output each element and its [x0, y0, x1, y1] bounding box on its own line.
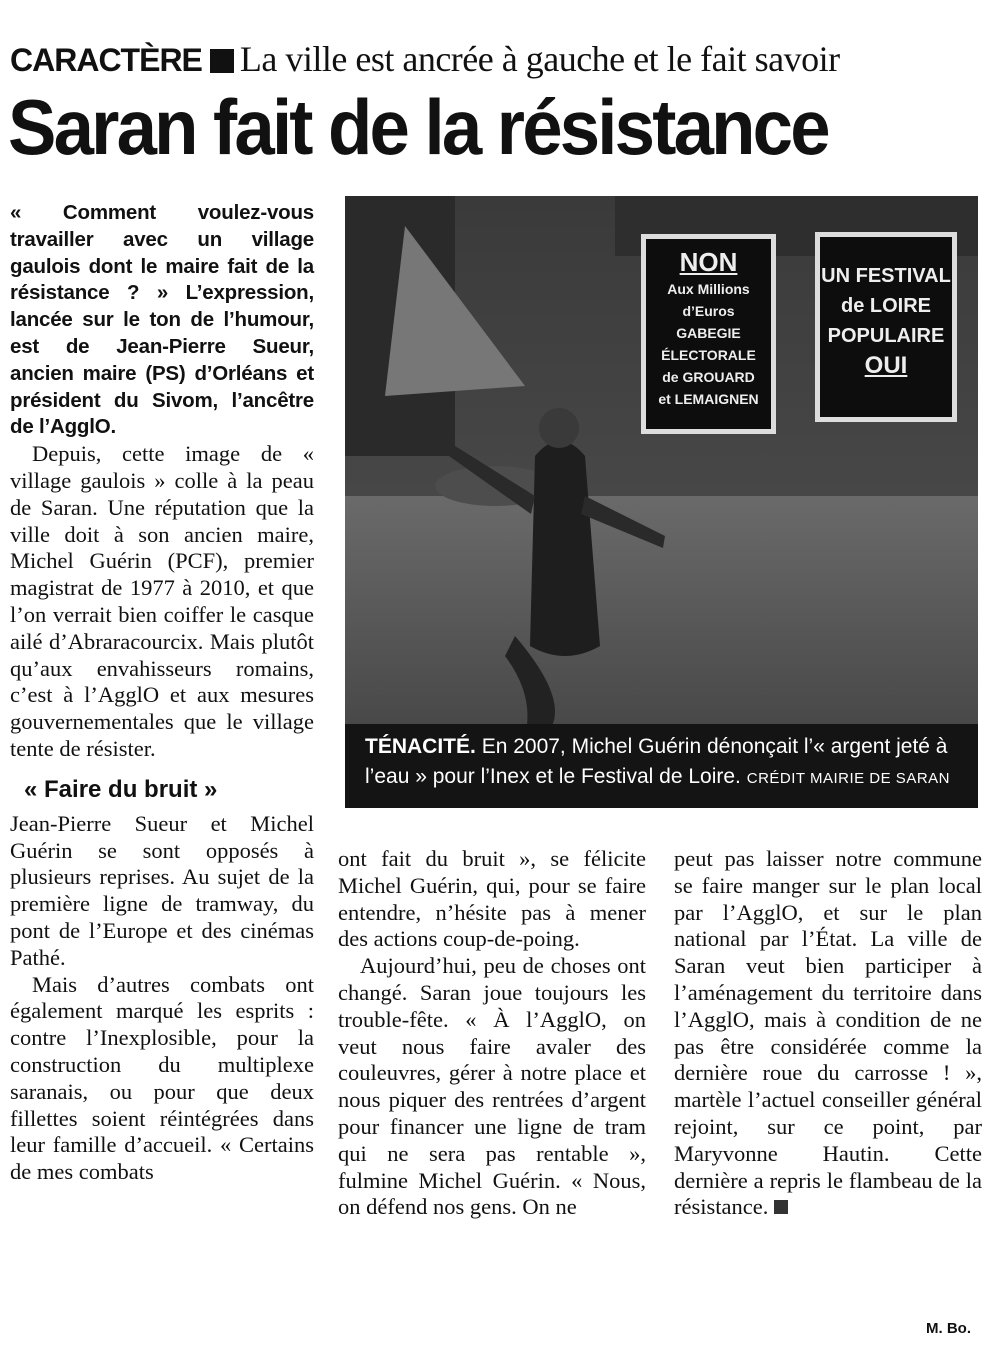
- column-2: [338, 846, 646, 1221]
- sign-non-line: de GROUARD: [662, 369, 755, 385]
- column-3: [674, 846, 982, 1221]
- sign-oui-line: OUI: [864, 352, 908, 379]
- paragraph-4-start: Aujourd’hui, peu de choses ont changé. Saran joue toujours les trouble-fête. « À l’AgglO, on veut nous faire avaler des couleuvres, gérer à notre place et nous piquer des rentrées d’argent pour financer une ligne de tram qui ne sera pas rentable », fulmine Michel Guérin. « Nous, on défend nos gens. On ne: [338, 953, 646, 1220]
- end-mark-icon: [774, 1200, 788, 1214]
- paragraph-4-end-text: peut pas laisser notre commune se faire manger sur le plan local par l’AgglO, et sur le plan national par l’État. La ville de Saran veut bien participer à l’aménagement du territoire dans l’AgglO, mais à condition de ne pas être considérée comme la dernière roue du carrosse ! », martèle l’actuel conseiller général rejoint, sur ce point, par Maryvonne Hautin. Cette dernière a repris le flambeau de la résistance.: [674, 846, 982, 1220]
- paragraph-3-end: ont fait du bruit », se félicite Michel Guérin, qui, pour se faire entendre, n’hésite pas à mener des actions coup-de-poing.: [338, 846, 646, 952]
- sign-non-line: et LEMAIGNEN: [658, 391, 759, 407]
- protest-sign-oui: [815, 232, 957, 422]
- protest-sign-non: [641, 234, 776, 434]
- paragraph-4-end: [674, 846, 982, 1221]
- kicker-tag: CARACTÈRE: [10, 42, 202, 78]
- sign-oui-line: de LOIRE: [840, 295, 931, 317]
- sign-non-title: NON: [679, 247, 738, 277]
- paragraph-3-start: Mais d’autres combats ont également marqué les esprits : contre l’Inexplosible, pour la construction du multiplexe saranais, ou pour que deux fillettes soient réintégrées dans leur famille d’accueil. « Certains de mes combats: [10, 971, 314, 1185]
- sign-oui-line: POPULAIRE: [827, 325, 945, 347]
- lead-paragraph: « Comment voulez-vous travailler avec un village gaulois dont le maire fait de la résistance ? » L’expression, lancée sur le ton de l’humour, est de Jean-Pierre Sueur, ancien maire (PS) d’Orléans et président du Sivom, l’ancêtre de l’AgglO.: [10, 201, 314, 439]
- photo: [345, 196, 978, 808]
- photo-caption: [365, 732, 965, 794]
- sign-non-line: Aux Millions: [667, 281, 750, 297]
- sign-non-line: ÉLECTORALE: [661, 347, 756, 363]
- kicker: [10, 38, 840, 80]
- sign-non-line: GABEGIE: [676, 325, 741, 341]
- column-1: [10, 200, 314, 1186]
- sign-non-line: d’Euros: [682, 303, 735, 319]
- paragraph-2: Jean-Pierre Sueur et Michel Guérin se sont opposés à plusieurs reprises. Au sujet de la première ligne de tramway, du pont de l’Europe et des cinémas Pathé.: [10, 810, 314, 970]
- kicker-text: La ville est ancrée à gauche et le fait savoir: [239, 39, 840, 79]
- photo-credit: CRÉDIT MAIRIE DE SARAN: [746, 770, 950, 787]
- paragraph-1: Depuis, cette image de « village gaulois » colle à la peau de Saran. Une réputation que la ville doit à son ancien maire, Michel Guérin (PCF), premier magistrat de 1977 à 2010, et que l’on verrait bien coiffer le casque ailé d’Abraracourcix. Mais plutôt qu’aux envahisseurs romains, c’est à l’AgglO et aux mesures gouvernementales que le village tente de résister.: [10, 441, 314, 761]
- sign-oui-line: UN FESTIVAL: [821, 265, 951, 287]
- caption-label: TÉNACITÉ.: [365, 735, 476, 758]
- kicker-square-icon: [210, 49, 234, 73]
- byline: M. Bo.: [926, 1320, 971, 1337]
- headline: Saran fait de la résistance: [8, 83, 828, 171]
- caption-text: En 2007, Michel Guérin dénonçait l’« argent jeté à l’eau » pour l’Inex et le Festival de Loire.: [365, 735, 948, 788]
- intertitle: « Faire du bruit »: [24, 775, 218, 803]
